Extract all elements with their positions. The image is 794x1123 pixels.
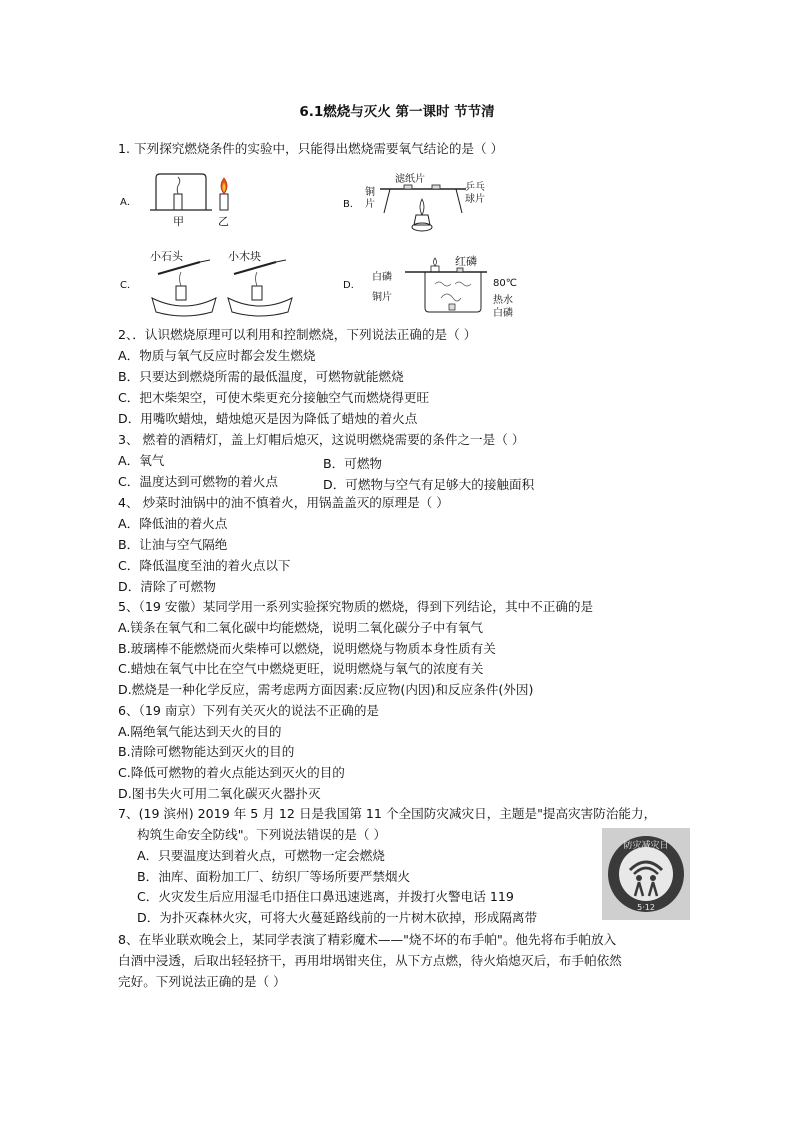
q1-fig-d-top: 红磷 [455,255,477,268]
q1-fig-b-right2: 球片 [465,194,485,205]
q5-option-d: D.燃烧是一种化学反应，需考虑两方面因素:反应物(内因)和反应条件(外因) [118,682,534,697]
q1-fig-b-right1: 乒乓 [465,182,485,193]
q7-option-a: A．只要温度达到着火点，可燃物一定会燃烧 [137,848,385,863]
q6-stem: 6、（19 南京）下列有关灭火的说法不正确的是 [118,703,380,718]
q3-option-d: D．可燃物与空气有足够大的接触面积 [323,477,535,492]
q6-option-a: A.隔绝氧气能达到天火的目的 [118,724,282,739]
q1-fig-c-right: 小木块 [228,250,261,263]
q7-stem-line1: 7、(19 滨州) 2019 年 5 月 12 日是我国第 11 个全国防灾减灾日，主题是"提高灾害防治能力， [118,806,657,821]
q8-line3: 完好。下列说法正确的是（ ） [118,974,286,989]
q4-stem: 4、 炒菜时油锅中的油不慎着火，用锅盖盖灭的原理是（ ） [118,495,449,510]
q5-option-b: B.玻璃棒不能燃烧而火柴棒可以燃烧，说明燃烧与物质本身性质有关 [118,641,496,656]
q1-fig-d-option: D． [343,280,361,291]
q5-stem: 5、（19 安徽）某同学用一系列实验探究物质的燃烧，得到下列结论，其中不正确的是 [118,599,594,614]
q4-option-a: A．降低油的着火点 [118,516,228,531]
q1-fig-b-diagram [370,175,470,240]
q1-fig-d-left2: 铜片 [372,292,392,303]
q8-line1: 8、在毕业联欢晚会上，某同学表演了精彩魔术——"烧不坏的布手帕"。他先将布手帕放入 [118,932,617,947]
q6-option-b: B.清除可燃物能达到灭火的目的 [118,744,295,759]
q2-option-b: B．只要达到燃烧所需的最低温度，可燃物就能燃烧 [118,369,404,384]
q1-fig-d-right2: 热水 [493,295,513,306]
page-title: 6.1燃烧与灭火 第一课时 节节清 [299,104,495,120]
q1-fig-a-right: 乙 [218,215,229,228]
q1-stem: 1. 下列探究燃烧条件的实验中，只能得出燃烧需要氧气结论的是（ ） [118,141,504,156]
disaster-day-logo-date: 5·12 [637,903,655,912]
q3-option-a: A．氧气 [118,453,165,468]
q1-fig-d-left1: 白磷 [372,272,392,283]
q1-fig-b-left2: 片 [365,199,375,210]
q5-option-c: C.蜡烛在氧气中比在空气中燃烧更旺，说明燃烧与氧气的浓度有关 [118,661,484,676]
q1-fig-d-right3: 白磷 [493,308,513,319]
q2-option-d: D．用嘴吹蜡烛，蜡烛熄灭是因为降低了蜡烛的着火点 [118,411,418,426]
q5-option-a: A.镁条在氧气和二氧化碳中均能燃烧，说明二氧化碳分子中有氧气 [118,620,484,635]
disaster-day-logo-text: 防灾减灾日 [623,841,669,851]
q1-fig-c-left: 小石头 [150,250,183,263]
q7-stem-line2: 构筑生命安全防线"。下列说法错误的是（ ） [137,827,387,842]
q8-line2: 白酒中浸透，后取出轻轻挤干，再用坩埚钳夹住，从下方点燃，待火焰熄灭后，布手帕依然 [118,953,622,968]
q3-option-b: B．可燃物 [323,456,383,471]
q4-option-c: C．降低温度至油的着火点以下 [118,558,291,573]
q4-option-b: B．让油与空气隔绝 [118,537,228,552]
q7-option-c: C．火灾发生后应用湿毛巾捂住口鼻迅速逃离，并拨打火警电话 119 [137,889,514,904]
q1-fig-d-diagram [395,262,495,320]
q3-stem: 3、 燃着的酒精灯，盖上灯帽后熄灭，这说明燃烧需要的条件之一是（ ） [118,432,525,447]
q1-fig-b-option: B． [343,199,360,210]
q1-fig-b-left1: 铜 [365,187,375,198]
q1-fig-c-option: C． [120,280,137,291]
q1-fig-c-diagram [148,258,298,320]
q2-option-a: A．物质与氧气反应时都会发生燃烧 [118,348,316,363]
q7-option-b: B．油库、面粉加工厂、纺织厂等场所要严禁烟火 [137,869,411,884]
q3-option-c: C．温度达到可燃物的着火点 [118,474,278,489]
q1-fig-d-right1: 80℃ [493,278,517,289]
disaster-day-logo [602,828,690,920]
q2-stem: 2、．认识燃烧原理可以利用和控制燃烧，下列说法正确的是（ ） [118,327,477,342]
q6-option-c: C.降低可燃物的着火点能达到灭火的目的 [118,765,345,780]
q7-option-d: D．为扑灭森林火灾，可将大火蔓延路线前的一片树木砍掉，形成隔离带 [137,910,538,925]
q1-fig-a-option: A． [120,197,137,208]
q1-fig-a-left: 甲 [173,215,184,228]
q1-fig-b-top: 滤纸片 [395,174,425,185]
q2-option-c: C．把木柴架空，可使木柴更充分接触空气而燃烧得更旺 [118,390,430,405]
q4-option-d: D．清除了可燃物 [118,579,216,594]
q6-option-d: D.图书失火可用二氧化碳灭火器扑灭 [118,786,321,801]
